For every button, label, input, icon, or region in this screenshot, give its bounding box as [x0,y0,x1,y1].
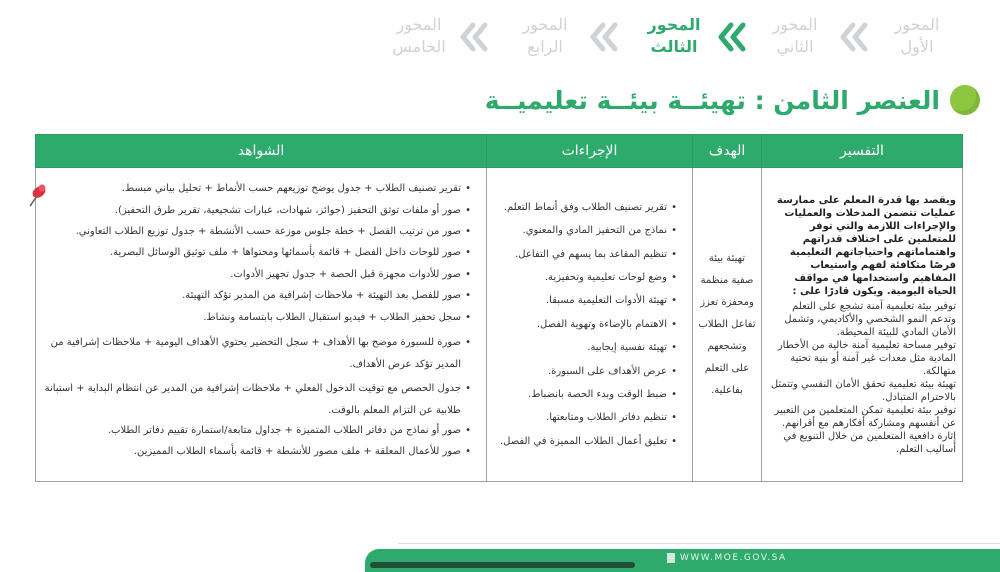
table-row [36,168,963,482]
double-chevron-left-icon [836,22,872,52]
hadaf-line: بفاعلية. [711,384,743,396]
axis-tab-3-line2: الثالث [650,37,698,56]
shawahid-item: • تقرير تصنيف الطلاب + جدول يوضح توزيعهم حسب الأنماط + تحليل بياني مبسط. [41,182,471,195]
ijraat-list [488,196,691,453]
axis-navigation [392,14,952,64]
shawahid-item: • صور للأعمال المعلقة + ملف مصور للأنشطة + قائمة بأسماء الطلاب المميزين. [41,445,471,458]
hadaf-line: صفية منظمة [700,274,754,286]
axis-tab-4[interactable] [510,14,580,58]
hadaf-line: ومحفزة تعزز [700,296,754,308]
moe-logo-icon [667,553,675,563]
hadaf-line: تفاعل الطلاب [698,318,756,330]
tafsir-item: إثارة دافعية المتعلمين من خلال التنويع في أساليب التعلم. [783,430,956,455]
green-dot-icon [950,85,980,115]
axis-tab-3-active[interactable] [639,14,709,58]
ijraat-item: • تقرير تصنيف الطلاب وفق أنماط التعلم. [492,196,677,219]
shawahid-item: • سجل تحفيز الطلاب + فيديو استقبال الطلاب بابتسامة ونشاط. [41,311,471,324]
axis-tab-4-line2: الرابع [527,37,563,56]
header-tafsir: التفسير [762,135,963,168]
ijraat-item: • نماذج من التحفيز المادي والمعنوي. [492,219,677,242]
hadaf-line: على التعلم [704,362,750,374]
axis-tab-2-line2: الثاني [776,37,814,56]
table-header-row [36,135,963,168]
footer-divider [398,543,1000,544]
axis-tab-5-line1: المحور [396,15,442,34]
axis-tab-1-line1: المحور [894,15,940,34]
ijraat-item: • عرض الأهداف على السبورة. [492,360,677,383]
axis-tab-2-line1: المحور [772,15,818,34]
shawahid-item: • صور من ترتيب الفصل + خطة جلوس موزعة حسب الأنشطة + جدول توزيع الطلاب التعاوني. [41,225,471,238]
tafsir-item: توفير بيئة تعليمية تمكن المتعلمين من التعبير عن أنفسهم ومشاركة أفكارهم مع أقرانهم. [774,404,956,429]
hadaf-line: وتشجعهم [707,340,747,352]
double-chevron-left-icon [586,22,622,52]
tafsir-lead: ويقصد بها قدرة المعلم على ممارسة عمليات تتضمن المدخلات والعمليات والإجراءات اللازمة والتي توفر للمتعلمين على اختلاف قدراتهم واهتماماتهم واحتياجاتهم التعليمية فرصًا متكافئة لفهم واستيعاب المفاهيم واستخدامها في مواقف الحياة اليومية. ويكون قادرًا على : [776,194,956,297]
ijraat-item: • تهيئة الأدوات التعليمية مسبقا. [492,289,677,312]
axis-tab-2[interactable] [760,14,830,58]
axis-tab-3-line1: المحور [647,15,701,34]
axis-tab-5-line2: الخامس [392,37,446,56]
hadaf-cell [693,168,762,482]
criteria-table [35,134,963,482]
tafsir-item: توفير بيئة تعليمية آمنة تشجع على التعلم وتدعم النمو الشخصي والأكاديمي، وتشمل الأمان المادي للبيئة المحيطة. [784,300,956,338]
ijraat-item: • الاهتمام بالإضاءة وتهوية الفصل. [492,313,677,336]
axis-tab-5[interactable] [384,14,454,58]
shawahid-list [37,182,485,458]
axis-tab-1[interactable] [882,14,952,58]
axis-tab-1-line2: الأول [900,37,934,56]
ijraat-item: • ضبط الوقت وبدء الحصة بانضباط. [492,383,677,406]
ijraat-item: • تنظيم دفاتر الطلاب ومتابعتها. [492,406,677,429]
header-hadaf: الهدف [693,135,762,168]
shawahid-item: • صور أو ملفات توثق التحفيز (جوائز، شهادات، عبارات تشجيعية، تقرير طرق التحفيز). [41,204,471,217]
section-title [485,82,980,118]
double-chevron-left-icon [456,22,492,52]
tafsir-item: توفير مساحة تعليمية آمنة خالية من الأخطار المادية مثل معدات غير آمنة أو بنية تحتية متهالكة. [777,339,956,377]
ijraat-item: • تعليق أعمال الطلاب المميزة في الفصل. [492,430,677,453]
tafsir-item: تهيئة بيئة تعليمية تحقق الأمان النفسي وتتمثل بالاحترام المتبادل. [770,378,956,403]
header-ijraat: الإجراءات [487,135,693,168]
shawahid-item: • صور للوحات داخل الفصل + قائمة بأسمائها ومحتواها + ملف توثيق الوسائل البصرية. [41,246,471,259]
shawahid-item: • جدول الحصص مع توقيت الدخول الفعلي + ملاحظات إشرافية من المدير عن انتظام البداية + استبانة طلابية عن التزام المعلم بالوقت. [41,378,471,422]
footer-website[interactable]: WWW.MOE.GOV.SA [680,553,787,563]
axis-tab-4-line1: المحور [522,15,568,34]
hadaf-line: تهيئة بيئة [708,252,746,264]
shawahid-cell [36,168,487,482]
ijraat-item: • تنظيم المقاعد بما يسهم في التفاعل. [492,243,677,266]
ijraat-item: • تهيئة نفسية إيجابية. [492,336,677,359]
tafsir-cell [762,168,963,482]
shawahid-item: • صور أو نماذج من دفاتر الطلاب المتميزة + جداول متابعة/استمارة تقييم دفاتر الطلاب. [41,424,471,437]
page-title: العنصر الثامن : تهيئــة بيئــة تعليميــة [484,85,940,115]
double-chevron-left-icon [714,22,750,52]
shawahid-item: • صور للفصل بعد التهيئة + ملاحظات إشرافية من المدير تؤكد التهيئة. [41,289,471,302]
progress-track [370,562,635,568]
shawahid-item: • صورة للسبورة موضح بها الأهداف + سجل التحضير يحتوي الأهداف اليومية + ملاحظات إشرافية من المدير تؤكد عرض الأهداف. [41,332,471,376]
ijraat-cell [487,168,693,482]
header-shawahid: الشواهد [36,135,487,168]
shawahid-item: • صور للأدوات مجهزة قبل الحصة + جدول تجهيز الأدوات. [41,268,471,281]
ijraat-item: • وضع لوحات تعليمية وتحفيزية. [492,266,677,289]
